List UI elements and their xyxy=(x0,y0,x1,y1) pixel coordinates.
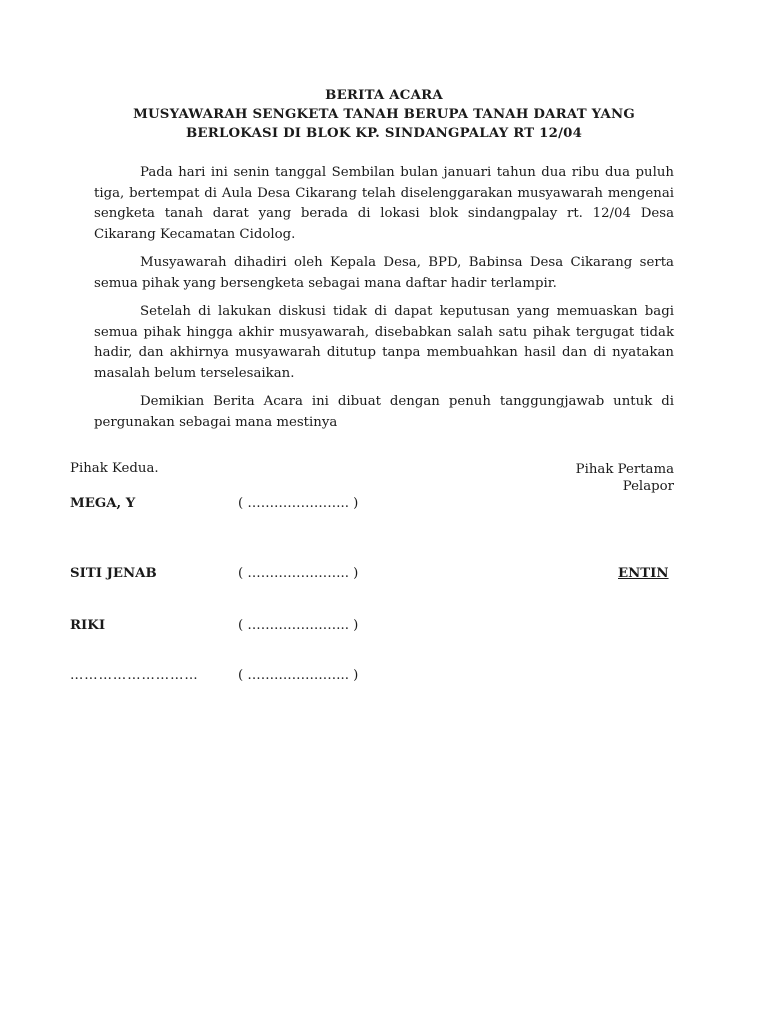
document-body xyxy=(94,163,674,441)
second-party-label: Pihak Kedua. xyxy=(70,461,159,476)
paragraph-opening: Pada hari ini senin tanggal Sembilan bulan januari tahun dua ribu dua puluh tiga, bertempat di Aula Desa Cikarang telah diselenggarakan musyawarah mengenai sengketa tanah darat yang berada di lokasi blok sindangpalay rt. 12/04 Desa Cikarang Kecamatan Cidolog. xyxy=(94,165,674,242)
signature-line: ( ………………….. ) xyxy=(238,566,359,581)
reporter-title: Pelapor xyxy=(622,479,674,494)
signature-line: ( ………………….. ) xyxy=(238,618,359,633)
signature-line: ( ………………….. ) xyxy=(238,668,359,683)
document-title xyxy=(94,86,674,143)
signatory-name: SITI JENAB xyxy=(70,566,157,581)
first-party-title: Pihak Pertama xyxy=(575,462,674,477)
paragraph-closing: Demikian Berita Acara ini dibuat dengan penuh tanggungjawab untuk di pergunakan sebagai mana mestinya xyxy=(94,394,674,430)
paragraph-outcome: Setelah di lakukan diskusi tidak di dapat keputusan yang memuaskan bagi semua pihak hingga akhir musyawarah, disebabkan salah satu pihak tergugat tidak hadir, dan akhirnya musyawarah ditutup tanpa membuahkan hasil dan di nyatakan masalah belum terselesaikan. xyxy=(94,304,674,381)
title-line-3: BERLOKASI DI BLOK KP. SINDANGPALAY RT 12/04 xyxy=(185,126,583,141)
signature-row xyxy=(70,566,690,586)
title-line-2: MUSYAWARAH SENGKETA TANAH BERUPA TANAH DARAT YANG xyxy=(133,107,635,122)
signatory-name: MEGA, Y xyxy=(70,496,136,511)
first-party-label xyxy=(576,461,674,495)
signature-row xyxy=(70,496,690,516)
signature-row xyxy=(70,618,690,638)
signature-row xyxy=(70,668,690,688)
blank-signatory-name: ……………………… xyxy=(70,668,199,683)
paragraph-attendance: Musyawarah dihadiri oleh Kepala Desa, BPD, Babinsa Desa Cikarang serta semua pihak yang bersengketa sebagai mana daftar hadir terlampir. xyxy=(94,255,674,291)
signature-line: ( ………………….. ) xyxy=(238,496,359,511)
first-party-signatory-name: ENTIN xyxy=(618,566,669,581)
signatory-name: RIKI xyxy=(70,618,106,633)
title-line-1: BERITA ACARA xyxy=(325,88,443,103)
